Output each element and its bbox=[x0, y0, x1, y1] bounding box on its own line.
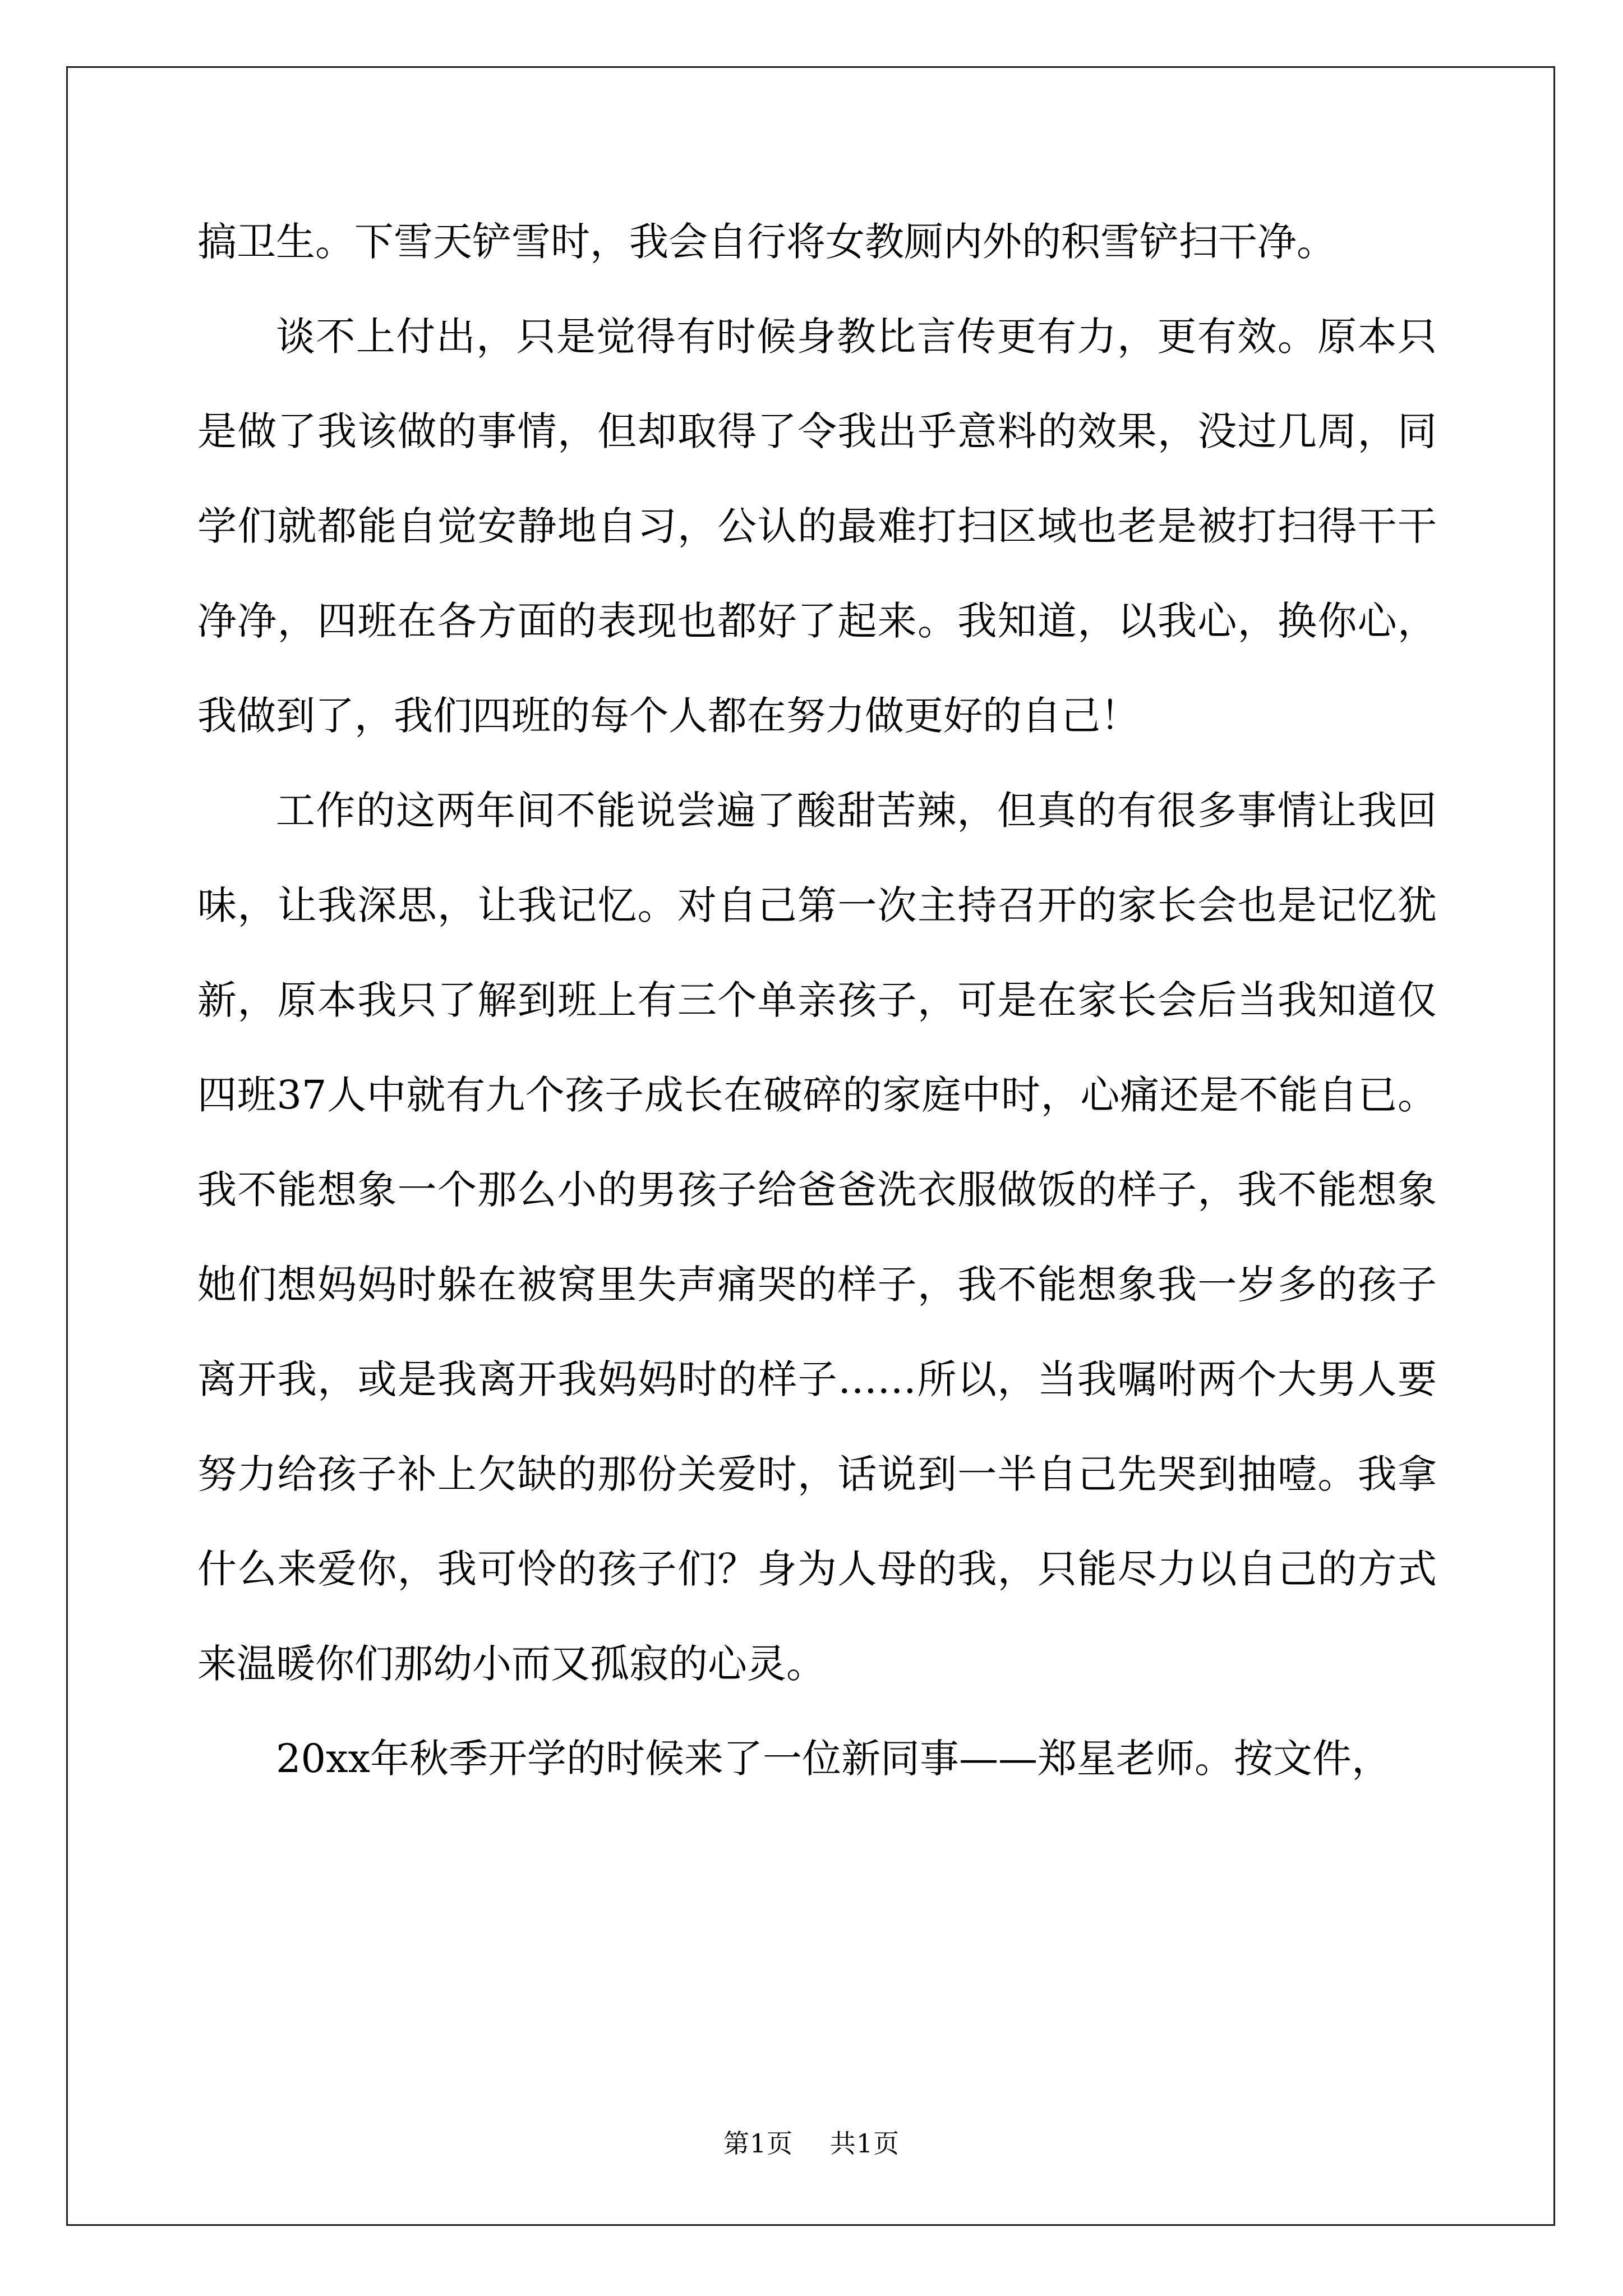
paragraph-1: 搞卫生。下雪天铲雪时，我会自行将女教厕内外的积雪铲扫干净。 bbox=[197, 219, 1336, 265]
page-footer bbox=[0, 2123, 1623, 2160]
document-body bbox=[197, 195, 1437, 1806]
page-number: 第1页 bbox=[723, 2128, 794, 2159]
paragraph-4: 20xx年秋季开学的时候来了一位新同事——郑星老师。按文件， bbox=[276, 1736, 1391, 1782]
page-total: 共1页 bbox=[829, 2128, 900, 2159]
paragraph-2: 谈不上付出，只是觉得有时候身教比言传更有力，更有效。原本只是做了我该做的事情，但却取得了令我出乎意料的效果，没过几周，同学们就都能自觉安静地自习，公认的最难打扫区域也老是被打扫得干干净净，四班在各方面的表现也都好了起来。我知道，以我心，换你心，我做到了，我们四班的每个人都在努力做更好的自己！ bbox=[197, 314, 1437, 739]
paragraph-3: 工作的这两年间不能说尝遍了酸甜苦辣，但真的有很多事情让我回味，让我深思，让我记忆。对自己第一次主持召开的家长会也是记忆犹新，原本我只了解到班上有三个单亲孩子，可是在家长会后当我知道仅四班37人中就有九个孩子成长在破碎的家庭中时，心痛还是不能自已。我不能想象一个那么小的男孩子给爸爸洗衣服做饭的样子，我不能想象她们想妈妈时躲在被窝里失声痛哭的样子，我不能想象我一岁多的孩子离开我，或是我离开我妈妈时的样子……所以，当我嘱咐两个大男人要努力给孩子补上欠缺的那份关爱时，话说到一半自己先哭到抽噎。我拿什么来爱你，我可怜的孩子们？身为人母的我，只能尽力以自己的方式来温暖你们那幼小而又孤寂的心灵。 bbox=[197, 788, 1437, 1687]
